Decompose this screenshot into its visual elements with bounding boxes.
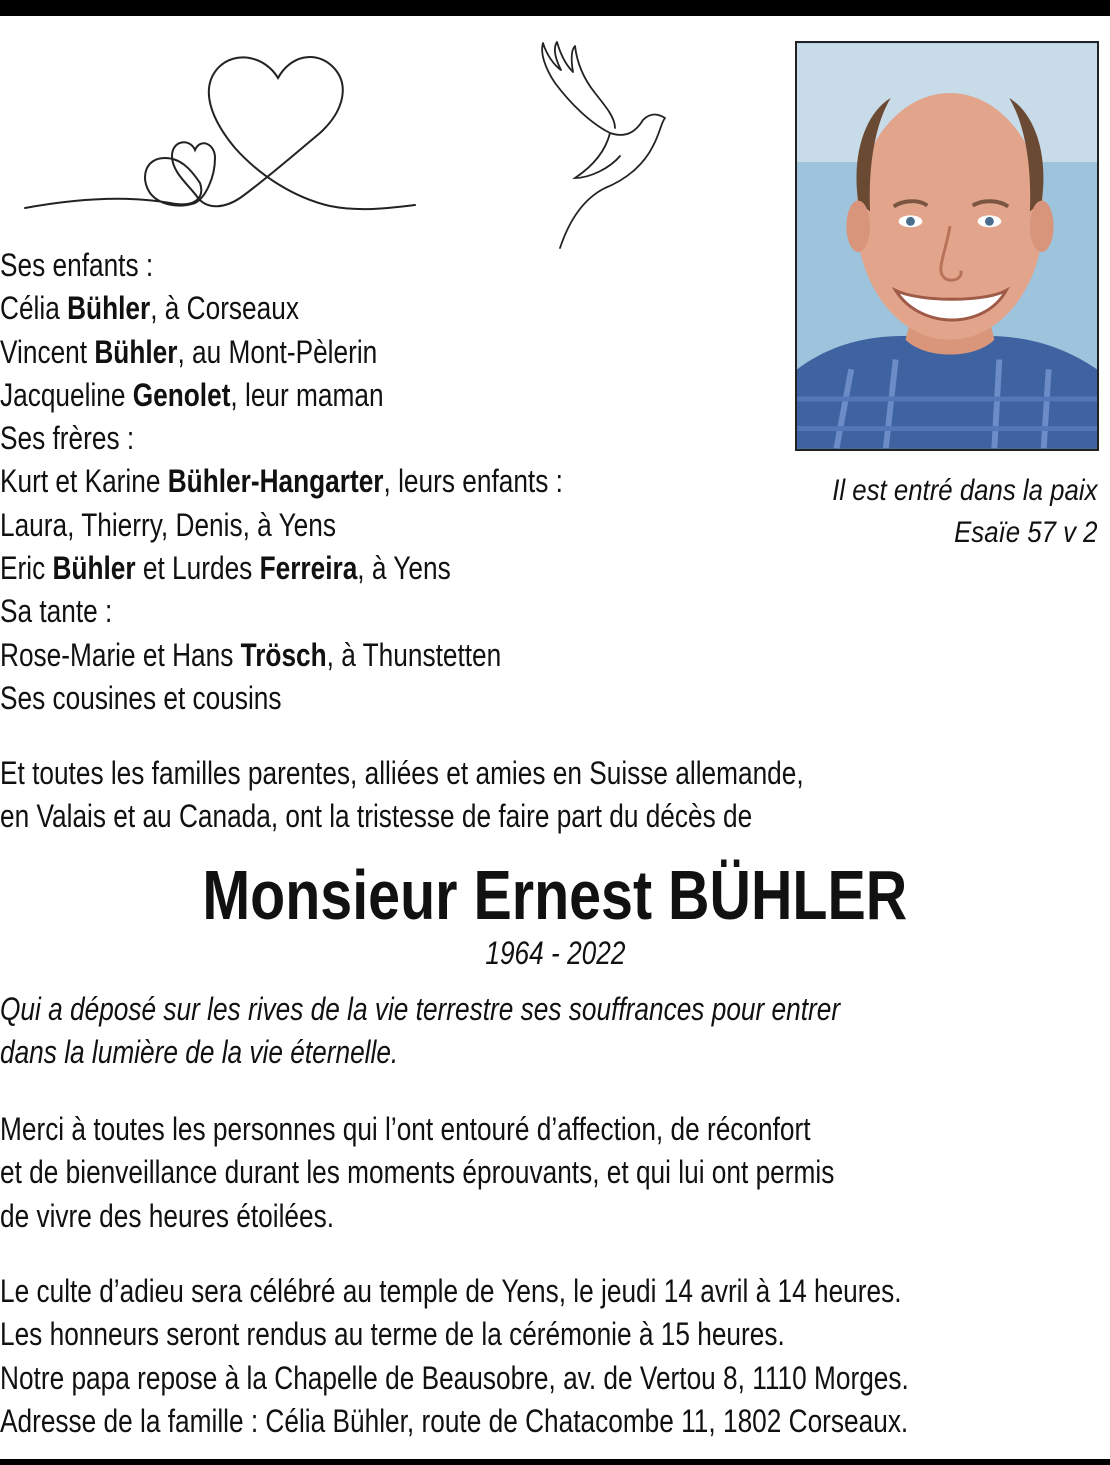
thanks-paragraph xyxy=(0,1108,834,1238)
portrait-illustration xyxy=(797,43,1097,449)
family-list xyxy=(0,244,563,720)
bottom-rule xyxy=(0,1459,1110,1465)
quote-reference: Esaïe 57 v 2 xyxy=(954,516,1098,549)
family-surname: Bühler-Hangarter xyxy=(167,463,384,500)
hearts-line-drawing-icon xyxy=(20,48,420,218)
family-text: Jacqueline xyxy=(0,376,133,413)
family-text: Rose-Marie et Hans xyxy=(0,636,241,673)
family-text: et Lurdes xyxy=(135,550,260,587)
family-text: , au Mont-Pèlerin xyxy=(177,333,378,370)
deceased-name-text: Monsieur Ernest BÜHLER xyxy=(202,856,908,934)
verse-paragraph xyxy=(0,988,840,1075)
intro-line: en Valais et au Canada, ont la tristesse de faire part du décès de xyxy=(0,798,753,835)
family-text: Eric xyxy=(0,550,53,587)
verse-line: dans la lumière de la vie éternelle. xyxy=(0,1034,399,1071)
info-line: Le culte d’adieu sera célébré au temple de Yens, le jeudi 14 avril à 14 heures. xyxy=(0,1273,902,1309)
info-line: Adresse de la famille : Célia Bühler, route de Chatacombe 11, 1802 Corseaux. xyxy=(0,1402,909,1439)
intro-paragraph xyxy=(0,752,804,839)
family-text: Laura, Thierry, Denis, à Yens xyxy=(0,506,336,543)
family-text: , à Yens xyxy=(357,550,451,587)
family-surname: Bühler xyxy=(67,290,151,327)
family-text: , leur maman xyxy=(230,376,384,413)
scripture-quote xyxy=(833,470,1098,554)
family-line xyxy=(0,590,563,633)
intro-line: Et toutes les familles parentes, alliées et amies en Suisse allemande, xyxy=(0,755,804,791)
family-text: , à Thunstetten xyxy=(326,636,502,673)
thanks-line: Merci à toutes les personnes qui l’ont entouré d’affection, de réconfort xyxy=(0,1111,811,1147)
family-surname: Bühler xyxy=(94,333,178,370)
family-line xyxy=(0,504,563,547)
thanks-line: de vivre des heures étoilées. xyxy=(0,1197,335,1234)
dove-line-drawing-icon xyxy=(515,38,675,253)
family-text: Célia xyxy=(0,290,68,327)
family-text: Sa tante : xyxy=(0,593,113,630)
portrait-photo xyxy=(795,41,1099,451)
family-text: Ses cousines et cousins xyxy=(0,679,282,716)
family-text: Ses enfants : xyxy=(0,247,154,283)
family-text: Vincent xyxy=(0,333,95,370)
family-text: , leurs enfants : xyxy=(383,463,563,500)
family-line xyxy=(0,634,563,677)
family-line xyxy=(0,287,563,330)
verse-line: Qui a déposé sur les rives de la vie terrestre ses souffrances pour entrer xyxy=(0,991,841,1027)
family-surname: Bühler xyxy=(52,550,136,587)
family-line xyxy=(0,331,563,374)
thanks-line: et de bienveillance durant les moments éprouvants, et qui lui ont permis xyxy=(0,1154,835,1191)
ceremony-info xyxy=(0,1270,909,1443)
family-text: , à Corseaux xyxy=(150,290,299,327)
family-text: Kurt et Karine xyxy=(0,463,168,500)
top-rule xyxy=(0,0,1110,16)
family-surname: Ferreira xyxy=(259,550,358,587)
family-line xyxy=(0,547,563,590)
deceased-name xyxy=(0,855,1110,935)
info-line: Les honneurs seront rendus au terme de la cérémonie à 15 heures. xyxy=(0,1316,785,1353)
family-line xyxy=(0,374,563,417)
quote-line: Il est entré dans la paix xyxy=(832,474,1098,507)
info-line: Notre papa repose à la Chapelle de Beausobre, av. de Vertou 8, 1110 Morges. xyxy=(0,1359,909,1396)
family-line xyxy=(0,244,563,287)
family-surname: Trösch xyxy=(240,636,327,673)
deceased-years-text: 1964 - 2022 xyxy=(484,935,626,971)
family-text: Ses frères : xyxy=(0,420,135,457)
family-line xyxy=(0,417,563,460)
family-line xyxy=(0,677,563,720)
family-surname: Genolet xyxy=(132,376,231,413)
deceased-years xyxy=(0,932,1110,974)
family-line xyxy=(0,460,563,503)
